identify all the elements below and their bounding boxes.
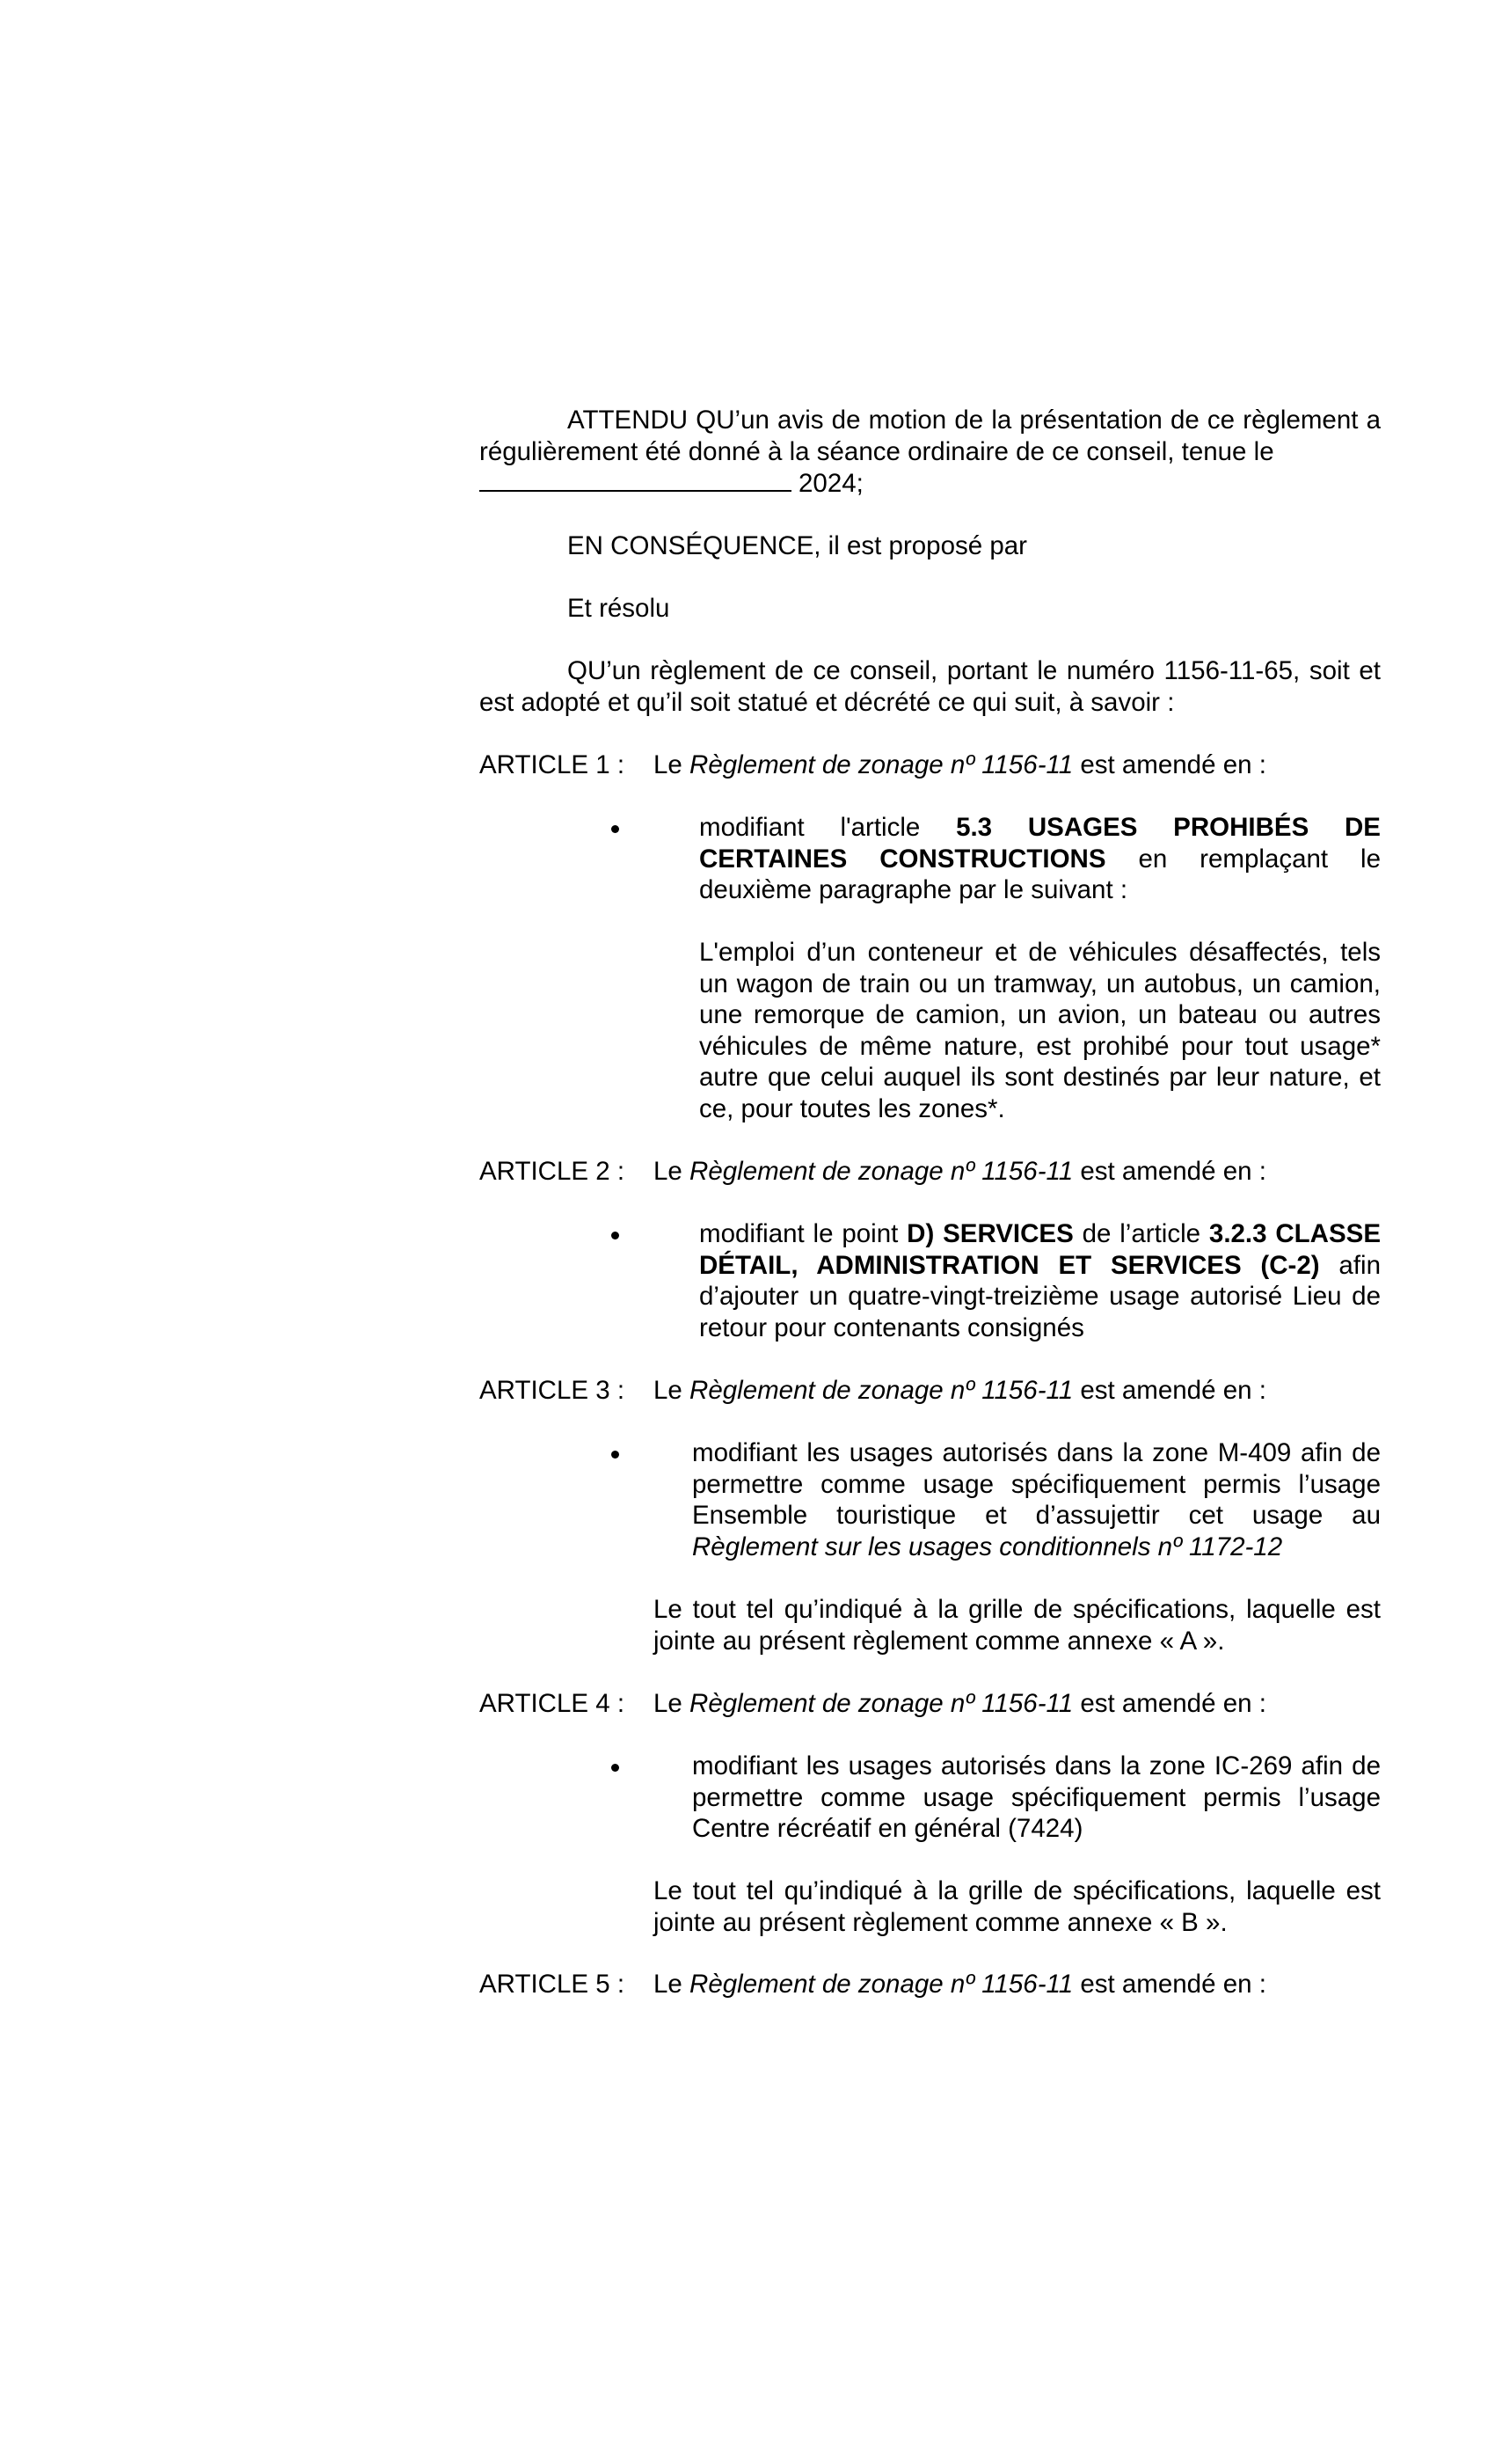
reglement-title: Règlement de zonage nº 1156-11 — [689, 1689, 1074, 1718]
article-1-new-paragraph: L'emploi d’un conteneur et de véhicules désaffectés, tels un wagon de train ou un tramway, un autobus, un camion, une remorque de camion, un avion, un bateau ou autres véhicules de même nature, est prohibé pour tout usage* autre que celui auquel ils sont destinés par leur nature, et ce, pour toutes les zones*. — [699, 938, 1381, 1123]
article-2-heading: Le Règlement de zonage nº 1156-11 est amendé en : — [653, 1157, 1266, 1186]
attendu-text: ATTENDU QU’un avis de motion de la présentation de ce règlement a régulièrement été donné à la séance ordinaire de ce conseil, tenue le — [479, 406, 1381, 466]
article-5-label: ARTICLE 5 : — [479, 1970, 625, 1999]
bullet-icon — [611, 1218, 619, 1250]
services-point: D) SERVICES — [907, 1219, 1074, 1248]
article-1-label: ARTICLE 1 : — [479, 750, 625, 779]
article-1-bullet: modifiant l'article 5.3 USAGES PROHIBÉS DE CERTAINES CONSTRUCTIONS en remplaçant le deuxième paragraphe par le suivant : — [699, 813, 1381, 904]
date-blank-line — [479, 467, 791, 492]
article-2-label: ARTICLE 2 : — [479, 1157, 625, 1186]
article-3-bullet: modifiant les usages autorisés dans la zone M-409 afin de permettre comme usage spécifiquement permis l’usage Ensemble touristique et d’assujettir cet usage au Règlement sur les usages conditionnels nº 1172-12 — [692, 1438, 1381, 1561]
bullet-icon — [611, 1437, 619, 1469]
bullet-icon — [611, 812, 619, 844]
usages-conditionnels-title: Règlement sur les usages conditionnels nº 1172-12 — [692, 1532, 1283, 1561]
reglement-title: Règlement de zonage nº 1156-11 — [689, 1157, 1074, 1186]
resolu-paragraph: Et résolu — [567, 594, 670, 623]
reglement-title: Règlement de zonage nº 1156-11 — [689, 1376, 1074, 1405]
article-3-label: ARTICLE 3 : — [479, 1376, 625, 1405]
article-2-bullet: modifiant le point D) SERVICES de l’article 3.2.3 CLASSE DÉTAIL, ADMINISTRATION ET SERVICES (C-2) afin d’ajouter un quatre-vingt-treizième usage autorisé Lieu de retour pour contenants consignés — [699, 1219, 1382, 1342]
article-4-label: ARTICLE 4 : — [479, 1689, 625, 1718]
article-3-annex-paragraph: Le tout tel qu’indiqué à la grille de spécifications, laquelle est jointe au présent règlement comme annexe « A ». — [653, 1595, 1381, 1656]
article-4-annex-paragraph: Le tout tel qu’indiqué à la grille de spécifications, laquelle est jointe au présent règlement comme annexe « B ». — [653, 1876, 1381, 1937]
article-5-heading: Le Règlement de zonage nº 1156-11 est amendé en : — [653, 1970, 1266, 1999]
article-4-bullet: modifiant les usages autorisés dans la zone IC-269 afin de permettre comme usage spécifiquement permis l’usage Centre récréatif en général (7424) — [692, 1751, 1381, 1843]
attendu-paragraph — [479, 405, 1381, 500]
article-2-section-title: 3.2.3 CLASSE DÉTAIL, ADMINISTRATION ET SERVICES (C-2) — [699, 1219, 1382, 1280]
qu-paragraph: QU’un règlement de ce conseil, portant le numéro 1156-11-65, soit et est adopté et qu’il soit statué et décrété ce qui suit, à savoir : — [479, 656, 1381, 717]
reglement-title: Règlement de zonage nº 1156-11 — [689, 1970, 1074, 1999]
article-4-heading: Le Règlement de zonage nº 1156-11 est amendé en : — [653, 1689, 1266, 1718]
consequence-paragraph: EN CONSÉQUENCE, il est proposé par — [567, 531, 1027, 560]
article-3-heading: Le Règlement de zonage nº 1156-11 est amendé en : — [653, 1376, 1266, 1405]
article-1-heading: Le Règlement de zonage nº 1156-11 est amendé en : — [653, 750, 1266, 779]
article-1-section-title: 5.3 USAGES PROHIBÉS DE CERTAINES CONSTRUCTIONS — [699, 813, 1381, 874]
bullet-icon — [611, 1751, 619, 1782]
year-text: 2024; — [799, 469, 864, 498]
reglement-title: Règlement de zonage nº 1156-11 — [689, 750, 1074, 779]
